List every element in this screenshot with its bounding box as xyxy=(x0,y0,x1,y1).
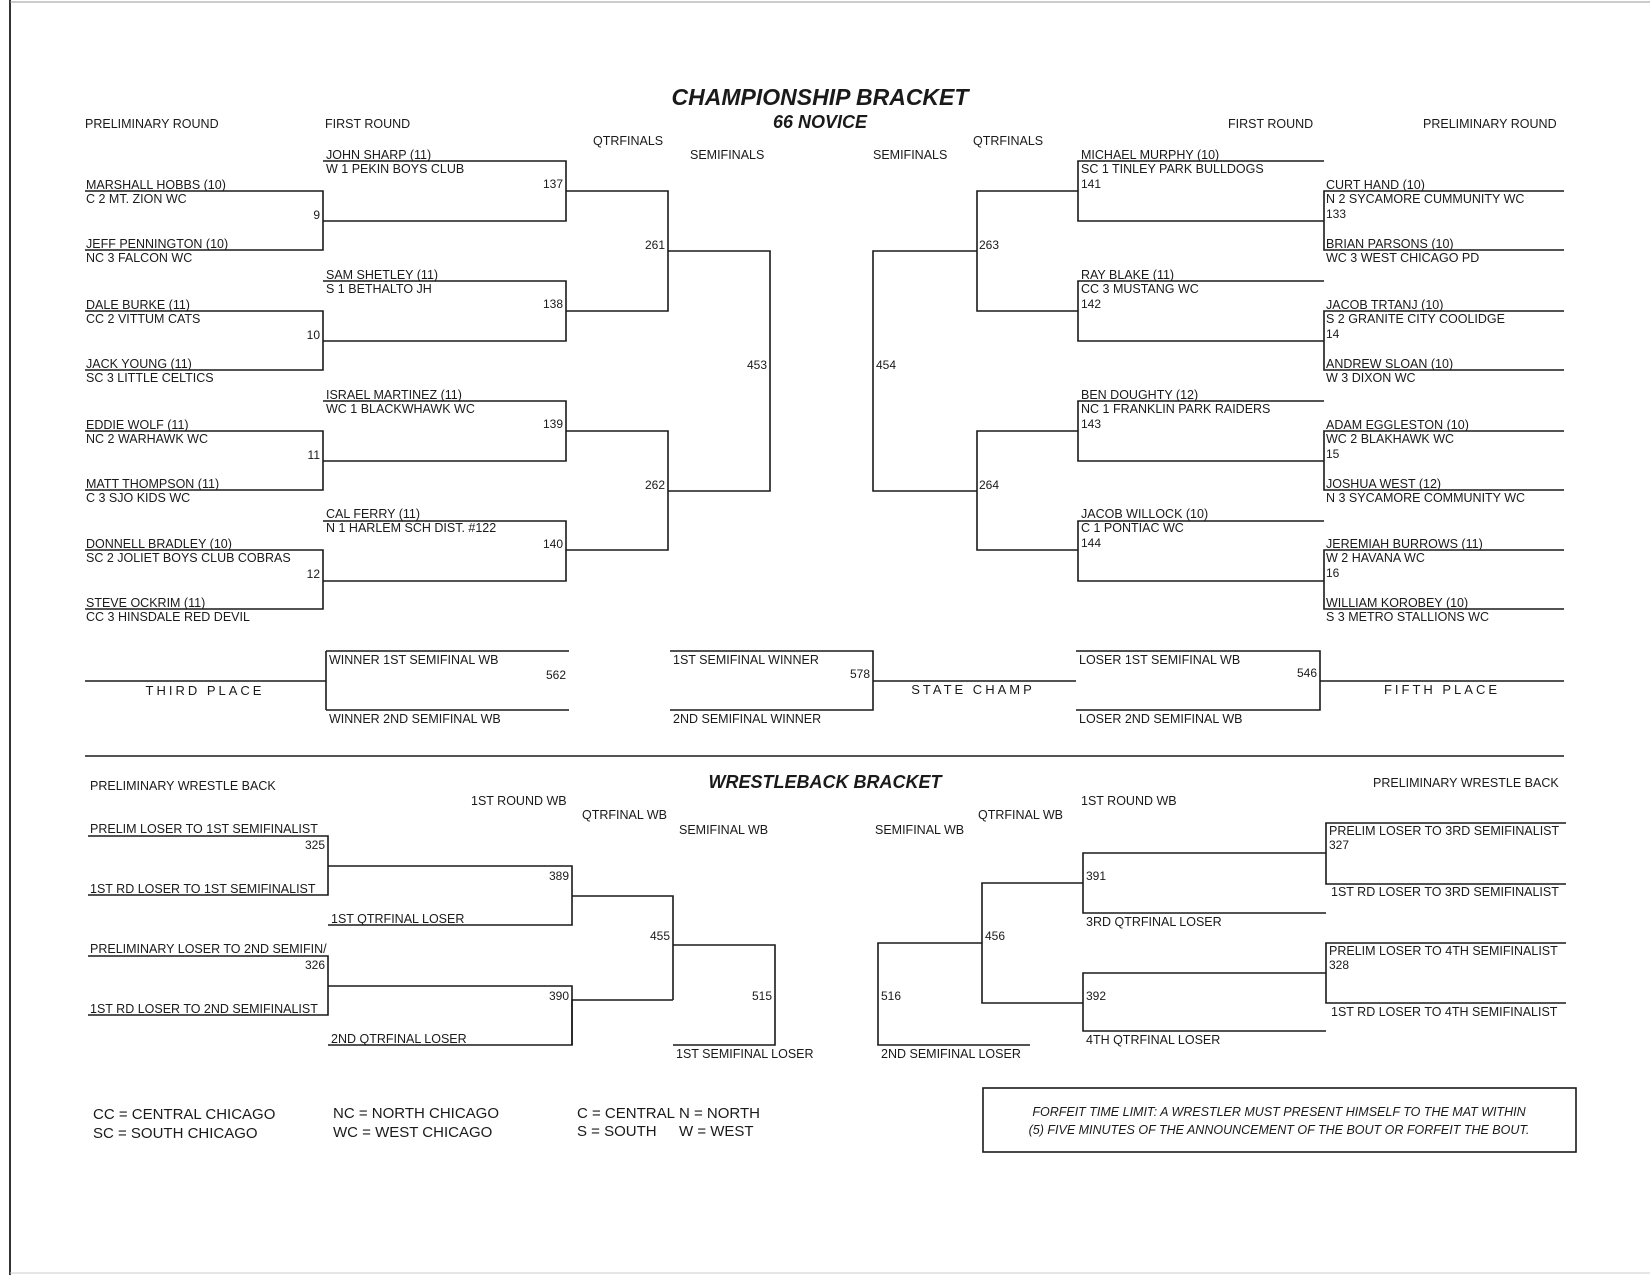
competitor-name: JEREMIAH BURROWS (11) xyxy=(1326,537,1483,551)
competitor-name: EDDIE WOLF (11) xyxy=(86,418,189,432)
legend-item: SC = SOUTH CHICAGO xyxy=(93,1125,258,1142)
header-semi-right: SEMIFINALS xyxy=(873,148,948,162)
weight-class: 66 NOVICE xyxy=(772,112,868,132)
bout-number: 264 xyxy=(979,478,1000,492)
bout-number: 133 xyxy=(1326,207,1347,221)
bout-number: 325 xyxy=(304,838,325,852)
legend-item: CC = CENTRAL CHICAGO xyxy=(93,1106,276,1123)
competitor-club: CC 3 HINSDALE RED DEVIL xyxy=(86,610,250,624)
competitor-club: N 3 SYCAMORE COMMUNITY WC xyxy=(1326,491,1526,505)
competitor-name: MARSHALL HOBBS (10) xyxy=(86,178,226,192)
competitor-name: ISRAEL MARTINEZ (11) xyxy=(326,388,462,402)
bout-number: 546 xyxy=(1296,666,1317,680)
wb-header-qtr-right: QTRFINAL WB xyxy=(978,808,1063,822)
competitor-name: JACOB TRTANJ (10) xyxy=(1326,298,1444,312)
bout-number: 16 xyxy=(1326,566,1340,580)
competitor-name: STEVE OCKRIM (11) xyxy=(86,596,206,610)
page-title: CHAMPIONSHIP BRACKET xyxy=(671,84,969,110)
bout-number: 328 xyxy=(1329,958,1350,972)
competitor-club: S 3 METRO STALLIONS WC xyxy=(1326,610,1489,624)
wb-header-first-left: 1ST ROUND WB xyxy=(471,794,567,808)
competitor-name: MICHAEL MURPHY (10) xyxy=(1081,148,1220,162)
legend-item: S = SOUTH xyxy=(577,1123,657,1140)
bout-number: 392 xyxy=(1086,989,1107,1003)
competitor-club: N 1 HARLEM SCH DIST. #122 xyxy=(326,521,497,535)
competitor-club: WC 2 BLAKHAWK WC xyxy=(1326,432,1455,446)
competitor-club: WC 3 WEST CHICAGO PD xyxy=(1326,251,1480,265)
fifth-place-top-slot: LOSER 1ST SEMIFINAL WB xyxy=(1079,653,1241,667)
bout-number: 391 xyxy=(1086,869,1107,883)
competitor-club: N 2 SYCAMORE CUMMUNITY WC xyxy=(1326,192,1525,206)
header-prelim-right: PRELIMINARY ROUND xyxy=(1423,117,1557,131)
competitor-name: JACOB WILLOCK (10) xyxy=(1081,507,1209,521)
wb-slot: PRELIMINARY LOSER TO 2ND SEMIFIN/ xyxy=(90,942,327,956)
wb-slot: 3RD QTRFINAL LOSER xyxy=(1086,915,1222,929)
bout-number: 326 xyxy=(304,958,325,972)
bout-number: 515 xyxy=(751,989,772,1003)
competitor-name: JOHN SHARP (11) xyxy=(326,148,432,162)
competitor-club: C 2 MT. ZION WC xyxy=(86,192,187,206)
bout-number: 562 xyxy=(545,668,566,682)
legend-item: W = WEST xyxy=(679,1123,754,1140)
header-first-right: FIRST ROUND xyxy=(1228,117,1314,131)
competitor-name: SAM SHETLEY (11) xyxy=(326,268,439,282)
competitor-name: ADAM EGGLESTON (10) xyxy=(1326,418,1469,432)
wb-slot: 2ND QTRFINAL LOSER xyxy=(331,1032,467,1046)
wb-header-semi-right: SEMIFINAL WB xyxy=(875,823,965,837)
forfeit-notice xyxy=(983,1088,1576,1152)
bout-number: 453 xyxy=(746,358,767,372)
competitor-club: W 1 PEKIN BOYS CLUB xyxy=(326,162,465,176)
header-qtr-left: QTRFINALS xyxy=(593,134,664,148)
bout-number: 263 xyxy=(979,238,1000,252)
competitor-club: S 1 BETHALTO JH xyxy=(326,282,432,296)
bout-number: 389 xyxy=(548,869,569,883)
competitor-name: CAL FERRY (11) xyxy=(326,507,421,521)
legend-item: NC = NORTH CHICAGO xyxy=(333,1105,499,1122)
wb-header-prelim-left: PRELIMINARY WRESTLE BACK xyxy=(90,779,276,793)
wb-slot: PRELIM LOSER TO 3RD SEMIFINALIST xyxy=(1329,824,1560,838)
legend-item: N = NORTH xyxy=(679,1105,760,1122)
wb-header-first-right: 1ST ROUND WB xyxy=(1081,794,1177,808)
left-wrestleback xyxy=(88,822,814,1061)
competitor-club: NC 2 WARHAWK WC xyxy=(86,432,208,446)
wb-slot: 1ST RD LOSER TO 4TH SEMIFINALIST xyxy=(1331,1005,1558,1019)
bout-number: 143 xyxy=(1081,417,1102,431)
wb-slot: 1ST RD LOSER TO 3RD SEMIFINALIST xyxy=(1331,885,1559,899)
competitor-club: W 3 DIXON WC xyxy=(1326,371,1416,385)
wb-slot: PRELIM LOSER TO 4TH SEMIFINALIST xyxy=(1329,944,1558,958)
competitor-club: C 1 PONTIAC WC xyxy=(1081,521,1184,535)
bout-number: 140 xyxy=(542,537,563,551)
wb-slot: 2ND SEMIFINAL LOSER xyxy=(881,1047,1021,1061)
bout-number: 9 xyxy=(313,208,320,222)
bout-number: 455 xyxy=(649,929,670,943)
wb-header-prelim-right: PRELIMINARY WRESTLE BACK xyxy=(1373,776,1559,790)
competitor-club: CC 2 VITTUM CATS xyxy=(86,312,201,326)
wb-slot: 1ST QTRFINAL LOSER xyxy=(331,912,465,926)
bout-number: 454 xyxy=(876,358,897,372)
bout-number: 390 xyxy=(548,989,569,1003)
bout-number: 139 xyxy=(542,417,563,431)
forfeit-box xyxy=(983,1088,1576,1152)
bout-number: 15 xyxy=(1326,447,1340,461)
bout-number: 578 xyxy=(849,667,870,681)
bout-number: 141 xyxy=(1081,177,1102,191)
left-championship xyxy=(85,148,770,624)
abbreviation-legend xyxy=(93,1105,760,1142)
competitor-club: CC 3 MUSTANG WC xyxy=(1081,282,1199,296)
state-champ-label: STATE CHAMP xyxy=(911,682,1035,697)
competitor-name: BRIAN PARSONS (10) xyxy=(1326,237,1454,251)
competitor-name: MATT THOMPSON (11) xyxy=(86,477,220,491)
competitor-club: S 2 GRANITE CITY COOLIDGE xyxy=(1326,312,1505,326)
competitor-club: NC 1 FRANKLIN PARK RAIDERS xyxy=(1081,402,1271,416)
legend-item: WC = WEST CHICAGO xyxy=(333,1124,493,1141)
final-bottom-slot: 2ND SEMIFINAL WINNER xyxy=(673,712,822,726)
competitor-club: WC 1 BLACKWHAWK WC xyxy=(326,402,475,416)
bout-number: 516 xyxy=(881,989,902,1003)
bout-number: 262 xyxy=(644,478,665,492)
fifth-place-label: FIFTH PLACE xyxy=(1383,682,1501,697)
bout-number: 138 xyxy=(542,297,563,311)
bout-number: 456 xyxy=(985,929,1006,943)
competitor-name: RAY BLAKE (11) xyxy=(1081,268,1175,282)
competitor-club: SC 2 JOLIET BOYS CLUB COBRAS xyxy=(86,551,291,565)
competitor-name: JEFF PENNINGTON (10) xyxy=(86,237,229,251)
wb-slot: 4TH QTRFINAL LOSER xyxy=(1086,1033,1221,1047)
wb-slot: 1ST RD LOSER TO 1ST SEMIFINALIST xyxy=(90,882,316,896)
competitor-club: W 2 HAVANA WC xyxy=(1326,551,1425,565)
placement-matches xyxy=(85,651,1564,726)
fifth-place-bottom-slot: LOSER 2ND SEMIFINAL WB xyxy=(1079,712,1243,726)
final-top-slot: 1ST SEMIFINAL WINNER xyxy=(673,653,819,667)
forfeit-line: (5) FIVE MINUTES OF THE ANNOUNCEMENT OF THE BOUT OR FORFEIT THE BOUT. xyxy=(1028,1123,1530,1137)
competitor-club: SC 3 LITTLE CELTICS xyxy=(86,371,214,385)
bout-number: 327 xyxy=(1329,838,1350,852)
wrestleback-title: WRESTLEBACK BRACKET xyxy=(708,772,942,792)
competitor-name: JACK YOUNG (11) xyxy=(86,357,192,371)
header-qtr-right: QTRFINALS xyxy=(973,134,1044,148)
legend-item: C = CENTRAL xyxy=(577,1105,675,1122)
competitor-name: DALE BURKE (11) xyxy=(86,298,190,312)
bout-number: 142 xyxy=(1081,297,1102,311)
wb-header-qtr-left: QTRFINAL WB xyxy=(582,808,667,822)
third-place-bottom-slot: WINNER 2ND SEMIFINAL WB xyxy=(329,712,501,726)
bout-number: 10 xyxy=(306,328,320,342)
third-place-label: THIRD PLACE xyxy=(145,683,265,698)
competitor-name: BEN DOUGHTY (12) xyxy=(1081,388,1199,402)
bout-number: 12 xyxy=(306,567,320,581)
forfeit-line: FORFEIT TIME LIMIT: A WRESTLER MUST PRESENT HIMSELF TO THE MAT WITHIN xyxy=(1032,1105,1526,1119)
wb-slot: 1ST RD LOSER TO 2ND SEMIFINALIST xyxy=(90,1002,318,1016)
competitor-name: ANDREW SLOAN (10) xyxy=(1326,357,1454,371)
right-wrestleback xyxy=(878,823,1566,1061)
bout-number: 261 xyxy=(644,238,665,252)
wb-header-semi-left: SEMIFINAL WB xyxy=(679,823,769,837)
header-first-left: FIRST ROUND xyxy=(325,117,411,131)
competitor-name: CURT HAND (10) xyxy=(1326,178,1425,192)
competitor-name: DONNELL BRADLEY (10) xyxy=(86,537,232,551)
header-prelim-left: PRELIMINARY ROUND xyxy=(85,117,219,131)
competitor-name: WILLIAM KOROBEY (10) xyxy=(1326,596,1469,610)
bout-number: 14 xyxy=(1326,327,1340,341)
bout-number: 11 xyxy=(307,448,320,462)
bout-number: 137 xyxy=(542,177,563,191)
wb-slot: 1ST SEMIFINAL LOSER xyxy=(676,1047,814,1061)
competitor-club: C 3 SJO KIDS WC xyxy=(86,491,191,505)
right-championship xyxy=(873,148,1564,624)
third-place-top-slot: WINNER 1ST SEMIFINAL WB xyxy=(329,653,499,667)
bout-number: 144 xyxy=(1081,536,1102,550)
competitor-club: NC 3 FALCON WC xyxy=(86,251,193,265)
header-semi-left: SEMIFINALS xyxy=(690,148,765,162)
competitor-club: SC 1 TINLEY PARK BULLDOGS xyxy=(1081,162,1264,176)
wb-slot: PRELIM LOSER TO 1ST SEMIFINALIST xyxy=(90,822,318,836)
competitor-name: JOSHUA WEST (12) xyxy=(1326,477,1442,491)
